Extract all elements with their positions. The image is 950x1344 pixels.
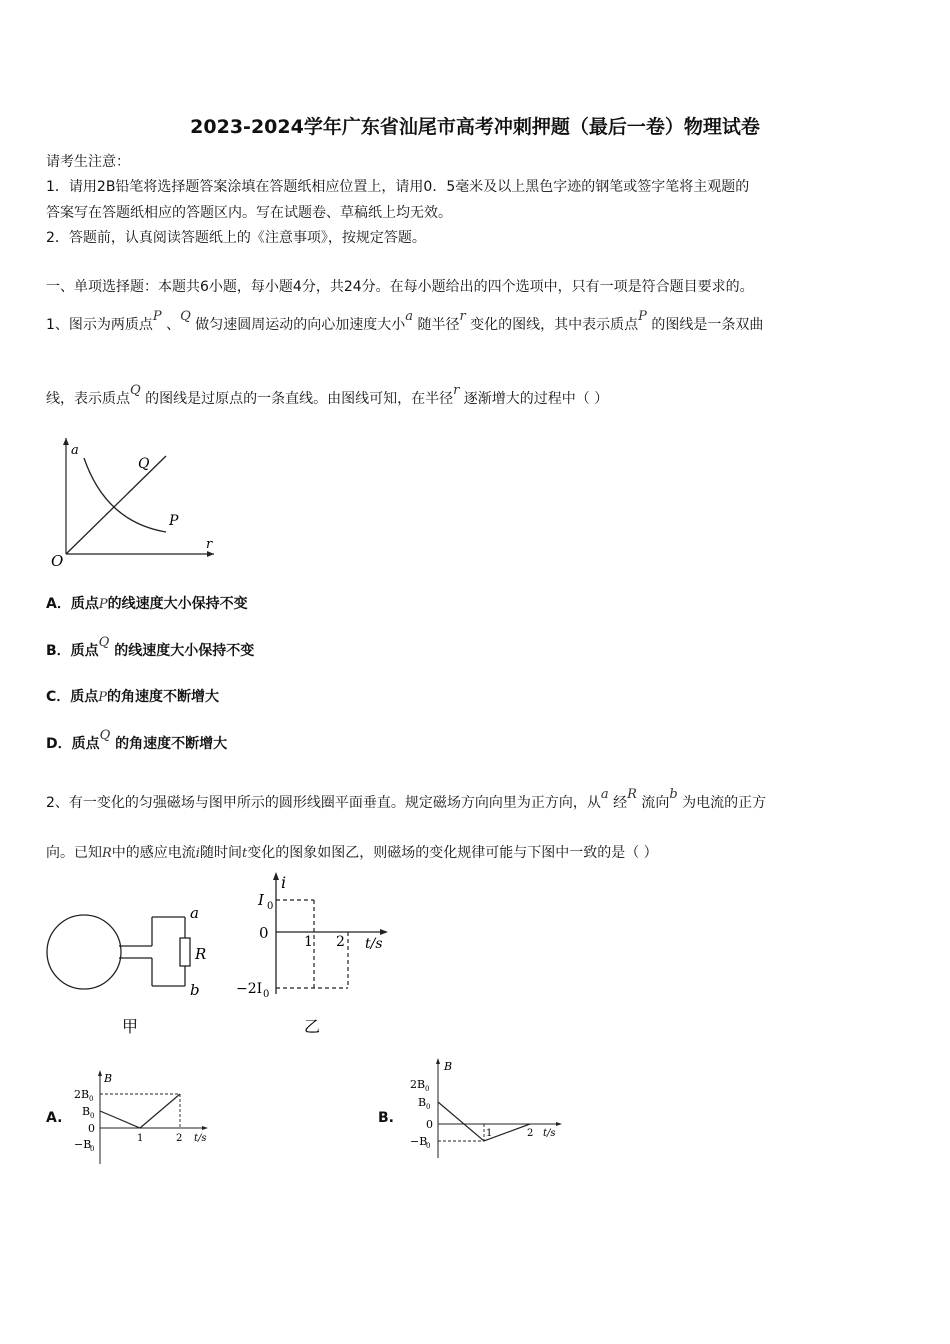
- a-y2-sub: 0: [89, 1095, 94, 1103]
- yi-t-unit: t/s: [365, 936, 383, 952]
- q1-var-p2: P: [638, 309, 647, 324]
- q2-text-1: 2、有一变化的匀强磁场与图甲所示的圆形线圈平面垂直。规定磁场方向向里为正方向，从: [46, 795, 601, 811]
- option-a-var: P: [98, 597, 108, 612]
- a-x1: 1: [137, 1133, 144, 1144]
- q1-sep: 、: [166, 317, 181, 333]
- terminal-b: b: [190, 981, 200, 999]
- q1-origin: O: [51, 552, 64, 570]
- q1-y-arrow: [63, 438, 69, 445]
- b-x1: 1: [486, 1128, 493, 1139]
- b-y2: 2B: [410, 1078, 426, 1091]
- a-yn: −B: [74, 1138, 92, 1151]
- q1-text-7: 的图线是过原点的一条直线。由图线可知，在半径: [145, 391, 454, 407]
- option-c-pre: C．质点: [46, 689, 99, 705]
- q2-line-1: [46, 787, 767, 814]
- yi-i0-sub: 0: [267, 901, 274, 912]
- a-y0: 0: [88, 1122, 95, 1135]
- b-b-label: B: [444, 1060, 453, 1073]
- q1-line-1: [46, 309, 764, 336]
- q1-x-label: r: [206, 537, 213, 552]
- option-b-var: Q: [98, 635, 110, 650]
- b-x2: 2: [527, 1128, 534, 1139]
- section-heading: 一、单项选择题：本题共6小题，每小题4分，共24分。在每小题给出的四个选项中，只有一项是符合题目要求的。: [46, 279, 754, 295]
- q1-var-q: Q: [180, 309, 191, 324]
- q2-text-7: 随时间: [199, 845, 242, 861]
- a-x-unit: t/s: [194, 1133, 207, 1144]
- fig-jia-caption: 甲: [122, 1017, 139, 1036]
- b-t-arrow: [556, 1122, 562, 1126]
- q1-var-p: P: [152, 309, 162, 324]
- yi-i-label: i: [281, 873, 287, 892]
- q2-text-2: 经: [613, 795, 628, 811]
- page-title: 2023-2024学年广东省汕尾市高考冲刺押题（最后一卷）物理试卷: [190, 116, 760, 138]
- option-d-pre: D．质点: [46, 736, 100, 752]
- a-y2: 2B: [74, 1088, 90, 1101]
- yi-neg-sub: 0: [263, 989, 270, 1000]
- b-y1: B: [418, 1096, 427, 1109]
- q2-var-b: b: [669, 787, 678, 802]
- q2-var-r2: R: [102, 846, 112, 861]
- option-c-post: 的角速度不断增大: [107, 689, 220, 705]
- q2-text-3: 流向: [641, 795, 670, 811]
- q1-label-p: P: [169, 513, 179, 529]
- a-b-label: B: [104, 1072, 113, 1085]
- q1-y-label: a: [71, 443, 79, 458]
- q1-line-q: [66, 456, 166, 554]
- a-t-arrow: [202, 1126, 208, 1130]
- q2-text-8: 变化的图象如图乙，则磁场的变化规律可能与下图中一致的是（ ）: [247, 845, 658, 861]
- fig-yi-caption: 乙: [304, 1017, 321, 1036]
- terminal-a: a: [190, 904, 199, 922]
- a-b-curve: [100, 1094, 180, 1128]
- resistor: [180, 938, 190, 966]
- q1-var-r2: r: [453, 383, 460, 398]
- notice-line-1b: 答案写在答题纸相应的答题区内。写在试题卷、草稿纸上均无效。: [46, 205, 452, 221]
- a-b-arrow: [98, 1070, 102, 1076]
- a-x2: 2: [176, 1133, 183, 1144]
- q2-text-6: 中的感应电流: [111, 845, 196, 861]
- b-y2-sub: 0: [425, 1085, 430, 1093]
- q2-text-5: 向。已知: [46, 845, 102, 861]
- option-d-var: Q: [99, 728, 111, 743]
- option-a-pre: A．质点: [46, 596, 99, 612]
- b-yn: −B: [410, 1135, 428, 1148]
- q1-line-2: [46, 383, 609, 410]
- b-x-unit: t/s: [543, 1128, 556, 1139]
- q2-option-b-label[interactable]: B.: [378, 1110, 394, 1126]
- q2-option-a-label[interactable]: A.: [46, 1110, 63, 1126]
- q2-var-r: R: [627, 787, 637, 802]
- q1-var-r: r: [459, 309, 466, 324]
- yi-t2: 2: [336, 934, 345, 950]
- b-yn-sub: 0: [426, 1142, 431, 1150]
- q1-text-5: 的图线是一条双曲: [651, 317, 764, 333]
- notice-line-1a: 1．请用2B铅笔将选择题答案涂填在答题纸相应位置上，请用0．5毫米及以上黑色字迹的钢笔或签字笔将主观题的: [46, 179, 750, 195]
- a-yn-sub: 0: [90, 1145, 95, 1153]
- resistor-label: R: [195, 945, 207, 963]
- q1-text-3: 随半径: [417, 317, 460, 333]
- q1-option-c[interactable]: [46, 687, 219, 708]
- option-d-post: 的角速度不断增大: [115, 736, 228, 752]
- yi-neg-label: −2I: [236, 981, 263, 997]
- q1-text-2: 做匀速圆周运动的向心加速度大小: [195, 317, 406, 333]
- yi-i-arrow: [273, 872, 279, 880]
- q1-text-1: 1、图示为两质点: [46, 317, 153, 333]
- q1-text-6: 线，表示质点: [46, 391, 130, 407]
- b-y1-sub: 0: [426, 1103, 431, 1111]
- a-y1: B: [82, 1105, 91, 1118]
- q1-text-8: 逐渐增大的过程中（ ）: [463, 391, 609, 407]
- yi-t1: 1: [304, 934, 313, 950]
- q1-graph: [46, 430, 226, 570]
- q2-text-4: 为电流的正方: [682, 795, 767, 811]
- option-c-var: P: [98, 690, 108, 705]
- b-b-arrow: [436, 1058, 440, 1064]
- q1-var-q2: Q: [130, 383, 141, 398]
- q1-text-4: 变化的图线，其中表示质点: [470, 317, 639, 333]
- option-b-pre: B．质点: [46, 643, 99, 659]
- q1-option-d[interactable]: [46, 728, 228, 755]
- q2-line-2: [46, 843, 658, 864]
- notice-line-2: 2．答题前，认真阅读答题纸上的《注意事项》，按规定答题。: [46, 230, 426, 246]
- fig-yi-graph: [228, 868, 398, 1038]
- q2-option-a-graph[interactable]: [66, 1066, 226, 1170]
- q2-var-t: t: [241, 846, 248, 861]
- notice-heading: 请考生注意：: [46, 154, 130, 170]
- b-y0: 0: [426, 1118, 433, 1131]
- q1-label-q: Q: [138, 456, 150, 472]
- q2-var-a: a: [600, 787, 609, 802]
- option-a-post: 的线速度大小保持不变: [107, 596, 248, 612]
- q1-option-b[interactable]: [46, 635, 255, 662]
- q2-option-b-graph[interactable]: [400, 1052, 580, 1162]
- yi-i0-label: I: [258, 891, 264, 909]
- coil-circle: [47, 915, 121, 989]
- option-b-post: 的线速度大小保持不变: [114, 643, 255, 659]
- fig-jia-coil: [40, 898, 230, 1038]
- q1-var-a: a: [405, 309, 414, 324]
- yi-t-arrow: [380, 929, 388, 935]
- yi-zero: 0: [259, 924, 269, 942]
- q2-var-i: i: [195, 846, 200, 861]
- a-y1-sub: 0: [90, 1112, 95, 1120]
- q1-curve-p: [84, 458, 166, 532]
- q1-option-a[interactable]: [46, 594, 248, 615]
